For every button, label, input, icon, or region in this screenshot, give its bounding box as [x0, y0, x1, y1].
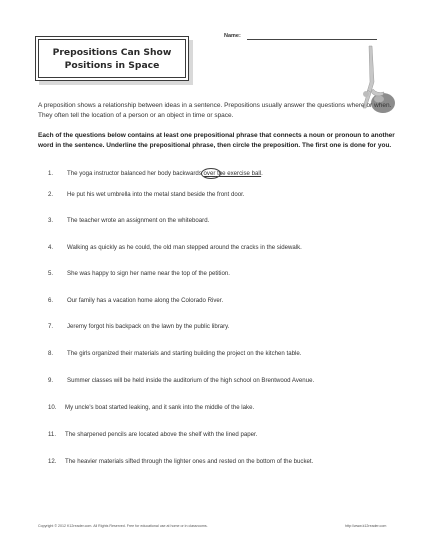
question-text: My uncle's boat started leaking, and it sank into the middle of the lake. [65, 404, 255, 411]
title-line-2: Positions in Space [64, 59, 160, 71]
question-text: The yoga instructor balanced her body backwards [67, 170, 204, 177]
question-1: 1. The yoga instructor balanced her body backwards over the exercise ball. [48, 170, 263, 177]
question-text: Walking as quickly as he could, the old man stepped around the cracks in the sidewalk. [67, 244, 302, 251]
instructions-paragraph: Each of the questions below contains at least one prepositional phrase that connects a noun or pronoun to another word in the sentence. Underline the prepositional phrase, then circle the preposition. The first one is done for you. [38, 132, 395, 149]
question-6: 6. Our family has a vacation home along the Colorado River. [48, 297, 224, 304]
underlined-phrase: the exercise ball [215, 170, 262, 177]
circle-mark [201, 168, 221, 179]
yoga-figure [367, 46, 374, 92]
footer-copyright: Copyright © 2012 K12reader.com. All Rights Reserved. Free for educational use at home or in classrooms. [38, 524, 208, 528]
question-text: Our family has a vacation home along the Colorado River. [67, 297, 224, 304]
page-title [38, 39, 186, 78]
question-number: 1. [48, 170, 54, 177]
title-box [35, 36, 189, 81]
question-3: 3. The teacher wrote an assignment on the whiteboard. [48, 217, 210, 224]
question-text: The heavier materials sifted through the lighter ones and rested on the bottom of the bucket. [65, 458, 314, 465]
question-4: 4. Walking as quickly as he could, the old man stepped around the cracks in the sidewalk. [48, 244, 302, 251]
intro-paragraph: A preposition shows a relationship between ideas in a sentence. Prepositions usually answer the questions where or when. They often tell the location of a person or an object in time or space. [38, 102, 392, 119]
footer-url[interactable]: http://www.k12reader.com [345, 524, 387, 528]
question-text: Summer classes will be held inside the auditorium of the high school on Brentwood Avenue. [67, 377, 315, 384]
question-12: 12. The heavier materials sifted through the lighter ones and rested on the bottom of the bucket. [48, 458, 314, 465]
question-text: The girls organized their materials and starting building the project on the kitchen table. [67, 350, 302, 357]
question-2: 2. He put his wet umbrella into the metal stand beside the front door. [48, 191, 245, 198]
question-9: 9. Summer classes will be held inside the auditorium of the high school on Brentwood Avenue. [48, 377, 315, 384]
name-label: Name: [224, 33, 241, 39]
question-7: 7. Jeremy forgot his backpack on the lawn by the public library. [48, 323, 230, 330]
name-line[interactable] [247, 39, 377, 40]
question-text: She was happy to sign her name near the top of the petition. [67, 270, 230, 277]
title-line-1: Prepositions Can Show [52, 46, 172, 58]
question-5: 5. She was happy to sign her name near the top of the petition. [48, 270, 230, 277]
circled-preposition: over [204, 170, 216, 177]
question-text: He put his wet umbrella into the metal stand beside the front door. [67, 191, 245, 198]
question-text: The sharpened pencils are located above the shelf with the lined paper. [65, 431, 258, 438]
question-10: 10. My uncle's boat started leaking, and it sank into the middle of the lake. [48, 404, 255, 411]
question-11: 11. The sharpened pencils are located above the shelf with the lined paper. [48, 431, 258, 438]
question-text: The teacher wrote an assignment on the whiteboard. [67, 217, 210, 224]
question-text: Jeremy forgot his backpack on the lawn by the public library. [67, 323, 230, 330]
question-8: 8. The girls organized their materials and starting building the project on the kitchen table. [48, 350, 302, 357]
